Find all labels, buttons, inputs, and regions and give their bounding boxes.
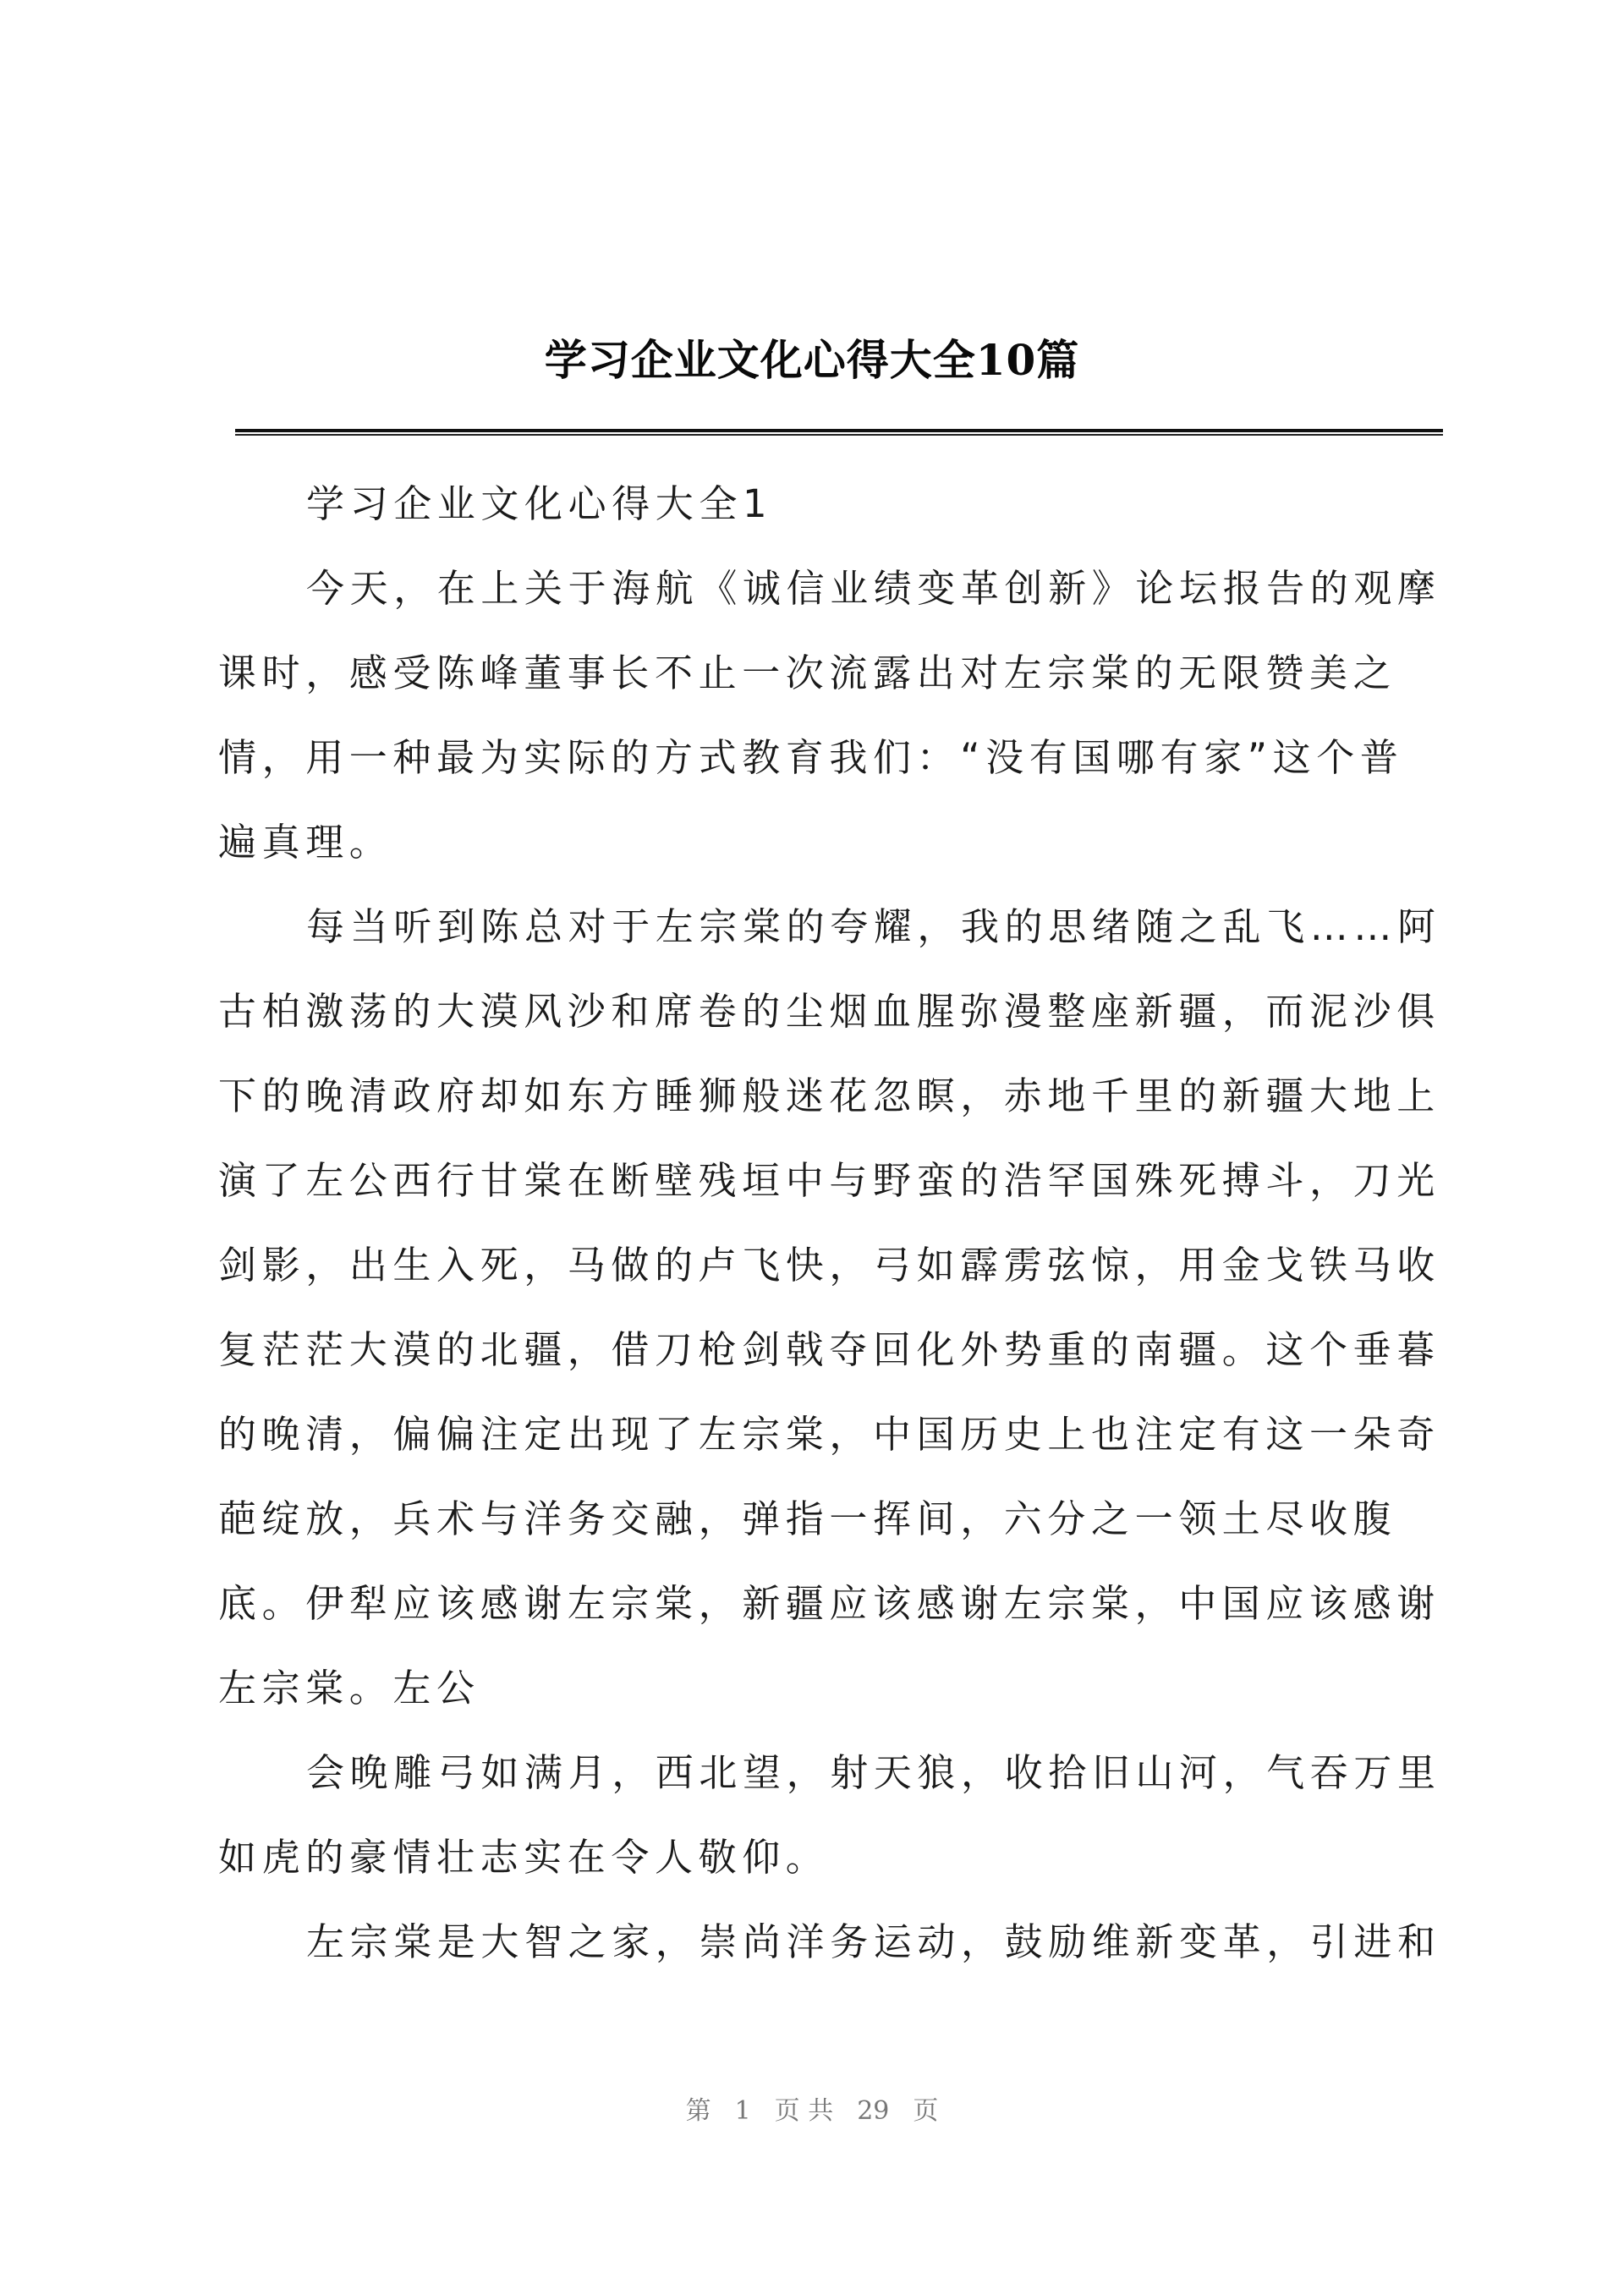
paragraph-line: 会晚雕弓如满月，西北望，射天狼，收拾旧山河，气吞万里 <box>306 1750 1441 1795</box>
rule-thick-line <box>235 429 1443 432</box>
paragraph-line: 每当听到陈总对于左宗棠的夸耀，我的思绪随之乱飞……阿 <box>306 904 1441 949</box>
paragraph-line: 遍真理。 <box>218 820 393 865</box>
paragraph-line: 左宗棠。左公 <box>218 1666 480 1710</box>
paragraph-line: 如虎的豪情壮志实在令人敬仰。 <box>218 1835 830 1880</box>
title-double-rule <box>235 429 1443 436</box>
paragraph-line: 左宗棠是大智之家，崇尚洋务运动，鼓励维新变革，引进和 <box>306 1919 1441 1964</box>
paragraph-line: 葩绽放，兵术与洋务交融，弹指一挥间，六分之一领土尽收腹 <box>218 1496 1397 1541</box>
footer-prefix: 第 <box>685 2096 711 2126</box>
section-heading: 学习企业文化心得大全1 <box>306 481 773 526</box>
footer-suffix: 页 <box>913 2096 939 2126</box>
paragraph-line: 的晚清，偏偏注定出现了左宗棠，中国历史上也注定有这一朵奇 <box>218 1412 1440 1457</box>
document-title: 学习企业文化心得大全10篇 <box>544 335 1080 385</box>
paragraph-line: 剑影，出生入死，马做的卢飞快，弓如霹雳弦惊，用金戈铁马收 <box>218 1243 1440 1288</box>
paragraph-line: 古柏激荡的大漠风沙和席卷的尘烟血腥弥漫整座新疆，而泥沙俱 <box>218 989 1440 1034</box>
current-page-number: 1 <box>734 2096 751 2126</box>
paragraph-line: 今天，在上关于海航《诚信业绩变革创新》论坛报告的观摩 <box>306 566 1441 611</box>
total-pages-number: 29 <box>857 2096 890 2126</box>
paragraph-line: 演了左公西行甘棠在断壁残垣中与野蛮的浩罕国殊死搏斗，刀光 <box>218 1158 1440 1203</box>
footer-middle: 页 共 <box>774 2096 834 2126</box>
paragraph-line: 复茫茫大漠的北疆，借刀枪剑戟夺回化外势重的南疆。这个垂暮 <box>218 1327 1440 1372</box>
paragraph-line: 情，用一种最为实际的方式教育我们：“没有国哪有家”这个普 <box>218 735 1404 780</box>
rule-thin-line <box>235 434 1443 436</box>
paragraph-line: 底。伊犁应该感谢左宗棠，新疆应该感谢左宗棠，中国应该感谢 <box>218 1581 1440 1626</box>
document-body <box>218 462 1453 1985</box>
page-footer <box>0 2095 1624 2128</box>
paragraph-line: 课时，感受陈峰董事长不止一次流露出对左宗棠的无限赞美之 <box>218 651 1397 695</box>
paragraph-line: 下的晚清政府却如东方睡狮般迷花忽瞑，赤地千里的新疆大地上 <box>218 1073 1440 1118</box>
